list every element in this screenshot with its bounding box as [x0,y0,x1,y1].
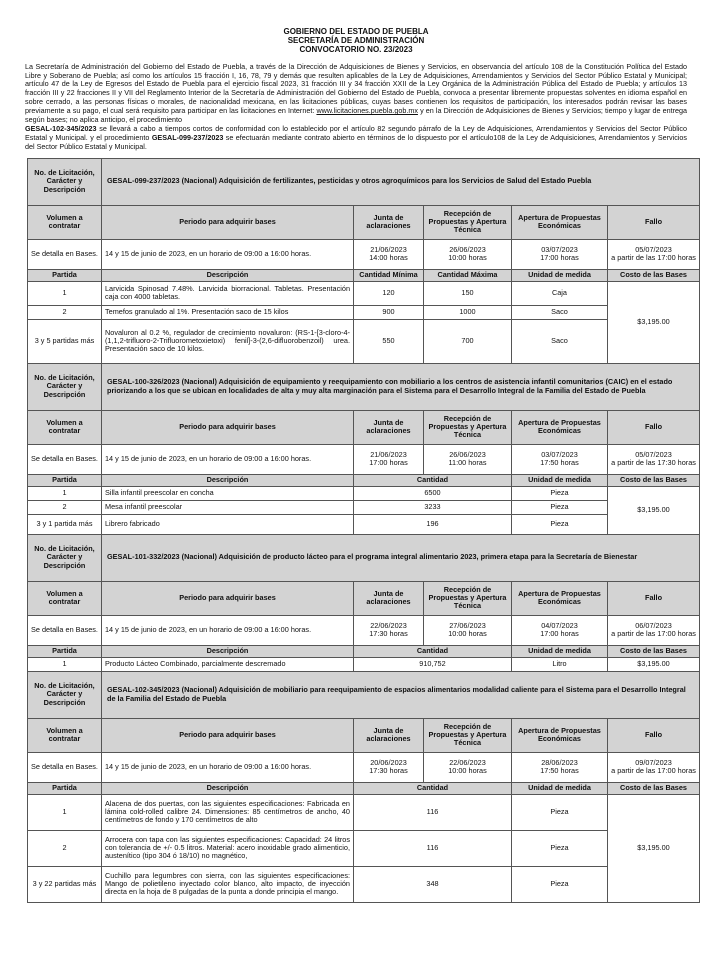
lic4-volumen: Se detalla en Bases. [28,752,102,782]
item-descripcion: Librero fabricado [102,514,354,534]
item-partida: 2 [28,305,102,319]
lic1-items-header [28,269,700,281]
lic4-header-row [28,718,700,752]
item-cantidad: 196 [354,514,512,534]
heading-government: GOBIERNO DEL ESTADO DE PUEBLA [283,27,429,36]
lic2-fallo-label: Fallo [608,410,700,444]
lic3-volumen: Se detalla en Bases. [28,615,102,645]
lic2-periodo-label: Periodo para adquirir bases [102,410,354,444]
lic1-volumen: Se detalla en Bases. [28,239,102,269]
intro-text-2: y en la Dirección de Adquisiciones de Bienes y Servicios; tiempo y lugar de entrega según bases; no aplica anticipo, el procedimiento [25,106,688,125]
lic4-unidad-label: Unidad de medida [512,782,608,794]
table-row [28,486,700,500]
lic4-periodo-label: Periodo para adquirir bases [102,718,354,752]
intro-text-3: se llevará a cabo a tiempos cortos de conformidad con lo establecido por el artículo 82 segundo párrafo de la Ley de Adquisiciones, Arrendamientos y Servicios del Sector Público Estatal y Municipal. y el procedimiento [25,123,687,142]
lic4-periodo: 14 y 15 de junio de 2023, en un horario de 09:00 a 16:00 horas. [102,752,354,782]
table-row [28,866,700,902]
lic1-costo-label: Costo de las Bases [608,269,700,281]
item-cant-max: 700 [424,319,512,363]
procedure-ref-2: GESAL-099-237/2023 [151,132,224,142]
item-partida: 2 [28,500,102,514]
lic1-title: GESAL-099-237/2023 (Nacional) Adquisición de fertilizantes, pesticidas y otros agroquímicos para los Servicios de Salud del Estado Puebla [102,158,700,205]
table-row [28,514,700,534]
lic2-volumen-label: Volumen a contratar [28,410,102,444]
item-partida: 3 y 5 partidas más [28,319,102,363]
lic2-costo: $3,195.00 [608,486,700,534]
lic3-items-header [28,645,700,657]
table-row [28,500,700,514]
item-cant-min: 900 [354,305,424,319]
lic2-apertura: 03/07/2023 17:50 horas [512,444,608,474]
item-partida: 1 [28,281,102,305]
lic2-descripcion-label: Descripción [102,474,354,486]
lic4-no-lic-label: No. de Licitación, Carácter y Descripción [28,671,102,718]
lic2-header-row [28,410,700,444]
item-partida: 1 [28,794,102,830]
lic3-header-row [28,581,700,615]
item-descripcion: Temefos granulado al 1%. Presentación saco de 15 kilos [102,305,354,319]
lic3-volumen-label: Volumen a contratar [28,581,102,615]
lic3-fallo: 06/07/2023 a partir de las 17:00 horas [608,615,700,645]
lic3-recepcion-label: Recepción de Propuestas y Apertura Técnica [424,581,512,615]
item-cantidad: 910,752 [354,657,512,671]
item-cant-max: 150 [424,281,512,305]
lic1-junta-label: Junta de aclaraciones [354,205,424,239]
lic1-descripcion-label: Descripción [102,269,354,281]
item-partida: 1 [28,486,102,500]
item-descripcion: Novaluron al 0.2 %, regulador de crecimiento novaluron: (RS-1-[3-cloro-4-(1,1,2-trifluoro-2-Trifluorometoxietoxi) fenil]-3-(2,6-difluorobenzoil) urea. Presentación saco de 10 kilos. [102,319,354,363]
lic2-partida-label: Partida [28,474,102,486]
lic2-fallo: 05/07/2023 a partir de las 17:30 horas [608,444,700,474]
lic1-apertura-label: Apertura de Propuestas Económicas [512,205,608,239]
lic3-no-lic-label: No. de Licitación, Carácter y Descripción [28,534,102,581]
item-partida: 3 y 22 partidas más [28,866,102,902]
lic3-costo: $3,195.00 [608,657,700,671]
lic4-fallo-label: Fallo [608,718,700,752]
lic2-values-row [28,444,700,474]
lic4-cantidad-label: Cantidad [354,782,512,794]
lic4-volumen-label: Volumen a contratar [28,718,102,752]
lic3-cantidad-label: Cantidad [354,645,512,657]
lic1-recepcion: 26/06/2023 10:00 horas [424,239,512,269]
lic3-partida-label: Partida [28,645,102,657]
lic2-title: GESAL-100-326/2023 (Nacional) Adquisición de equipamiento y reequipamiento con mobiliario a los centros de asistencia infantil comunitarios (CAIC) en el estado priorizando a los que se ubican en localidades de alta y muy alta marginación para el Sistema para el Desarrollo Integral de la Familia del Estado de Puebla [102,363,700,410]
item-cantidad: 116 [354,794,512,830]
licitaciones-table [27,158,700,903]
lic1-values-row [28,239,700,269]
table-row [28,305,700,319]
lic1-volumen-label: Volumen a contratar [28,205,102,239]
lic2-costo-label: Costo de las Bases [608,474,700,486]
item-partida: 3 y 1 partida más [28,514,102,534]
lic2-recepcion: 26/06/2023 11:00 horas [424,444,512,474]
lic1-no-lic-label: No. de Licitación, Carácter y Descripción [28,158,102,205]
lic2-junta-label: Junta de aclaraciones [354,410,424,444]
lic4-apertura-label: Apertura de Propuestas Económicas [512,718,608,752]
lic4-partida-label: Partida [28,782,102,794]
item-cantidad: 348 [354,866,512,902]
lic3-unidad-label: Unidad de medida [512,645,608,657]
lic3-apertura-label: Apertura de Propuestas Económicas [512,581,608,615]
lic2-junta: 21/06/2023 17:00 horas [354,444,424,474]
lic4-junta-label: Junta de aclaraciones [354,718,424,752]
heading-convocatoria: CONVOCATORIO NO. 23/2023 [299,45,413,55]
item-descripcion: Mesa infantil preescolar [102,500,354,514]
item-cant-min: 120 [354,281,424,305]
lic1-periodo: 14 y 15 de junio de 2023, en un horario de 09:00 a 16:00 horas. [102,239,354,269]
lic4-title-row [28,671,700,718]
lic1-fallo: 05/07/2023 a partir de las 17:00 horas [608,239,700,269]
lic3-fallo-label: Fallo [608,581,700,615]
lic3-recepcion: 27/06/2023 10:00 horas [424,615,512,645]
lic3-periodo: 14 y 15 de junio de 2023, en un horario de 09:00 a 16:00 horas. [102,615,354,645]
table-row [28,830,700,866]
item-cantidad: 116 [354,830,512,866]
item-descripcion: Producto Lácteo Combinado, parcialmente descremado [102,657,354,671]
lic3-junta: 22/06/2023 17:30 horas [354,615,424,645]
lic1-fallo-label: Fallo [608,205,700,239]
lic4-apertura: 28/06/2023 17:50 horas [512,752,608,782]
heading-secretariat: SECRETARÍA DE ADMINISTRACIÓN [287,36,425,46]
item-unidad: Litro [512,657,608,671]
procedure-ref-1: GESAL-102-345/2023 [25,123,97,133]
item-partida: 1 [28,657,102,671]
lic1-cant-max-label: Cantidad Máxima [424,269,512,281]
lic3-costo-label: Costo de las Bases [608,645,700,657]
item-descripcion: Arrocera con tapa con las siguientes especificaciones: Capacidad: 24 litros con tolerancia de +/- 0.5 litros. Material: acero inoxidable grado alimenticio, austenítico (tipo 304 ó 18/10) no magnético, [102,830,354,866]
lic3-title: GESAL-101-332/2023 (Nacional) Adquisición de producto lácteo para el programa integral alimentario 2023, primera etapa para la Secretaría de Bienestar [102,534,700,581]
table-row [28,281,700,305]
lic3-values-row [28,615,700,645]
item-unidad: Pieza [512,794,608,830]
lic2-apertura-label: Apertura de Propuestas Económicas [512,410,608,444]
lic4-descripcion-label: Descripción [102,782,354,794]
lic4-items-header [28,782,700,794]
item-unidad: Saco [512,319,608,363]
item-unidad: Pieza [512,486,608,500]
licitaciones-link[interactable]: www.licitaciones.puebla.gob.mx [316,106,418,116]
item-unidad: Pieza [512,866,608,902]
item-descripcion: Alacena de dos puertas, con las siguientes especificaciones: Fabricada en lámina cold-rolled calibre 24. Dimensiones: 85 centímetros de ancho, 40 centímetros de fondo y 170 centímetros de alto [102,794,354,830]
lic2-title-row [28,363,700,410]
intro-paragraph [25,63,687,152]
lic3-periodo-label: Periodo para adquirir bases [102,581,354,615]
lic2-periodo: 14 y 15 de junio de 2023, en un horario de 09:00 a 16:00 horas. [102,444,354,474]
item-descripcion: Larvicida Spinosad 7.48%. Larvicida biorracional. Tabletas. Presentación caja con 4000 tabletas. [102,281,354,305]
lic4-costo-label: Costo de las Bases [608,782,700,794]
item-unidad: Pieza [512,830,608,866]
lic2-recepcion-label: Recepción de Propuestas y Apertura Técnica [424,410,512,444]
lic2-cantidad-label: Cantidad [354,474,512,486]
lic4-title: GESAL-102-345/2023 (Nacional) Adquisición de mobiliario para reequipamiento de espacios alimentarios modalidad caliente para el Sistema para el Desarrollo Integral de la Familia del Estado de Puebla [102,671,700,718]
lic1-recepcion-label: Recepción de Propuestas y Apertura Técnica [424,205,512,239]
lic4-values-row [28,752,700,782]
item-descripcion: Cuchillo para legumbres con sierra, con las siguientes especificaciones: Mango de polietileno inyectado color blanco, alto impacto, de inyección directa en la hoja de 8 pulgadas de la punta a donde principia el mango. [102,866,354,902]
item-cantidad: 6500 [354,486,512,500]
table-row [28,794,700,830]
lic1-unidad-label: Unidad de medida [512,269,608,281]
lic4-recepcion-label: Recepción de Propuestas y Apertura Técnica [424,718,512,752]
lic1-title-row [28,158,700,205]
item-cantidad: 3233 [354,500,512,514]
item-unidad: Saco [512,305,608,319]
intro-text-4: se efectuarán mediante contrato abierto en términos de lo dispuesto por el artículo108 de la Ley de Adquisiciones, Arrendamientos y Servicios del Sector Público Estatal y Municipal. [25,132,688,151]
lic4-junta: 20/06/2023 17:30 horas [354,752,424,782]
lic2-unidad-label: Unidad de medida [512,474,608,486]
lic1-apertura: 03/07/2023 17:00 horas [512,239,608,269]
lic3-junta-label: Junta de aclaraciones [354,581,424,615]
lic2-items-header [28,474,700,486]
lic2-volumen: Se detalla en Bases. [28,444,102,474]
item-partida: 2 [28,830,102,866]
table-row [28,319,700,363]
lic2-no-lic-label: No. de Licitación, Carácter y Descripción [28,363,102,410]
item-cant-max: 1000 [424,305,512,319]
lic1-header-row [28,205,700,239]
item-unidad: Caja [512,281,608,305]
lic1-partida-label: Partida [28,269,102,281]
item-cant-min: 550 [354,319,424,363]
lic3-descripcion-label: Descripción [102,645,354,657]
lic4-recepcion: 22/06/2023 10:00 horas [424,752,512,782]
lic1-periodo-label: Periodo para adquirir bases [102,205,354,239]
lic4-fallo: 09/07/2023 a partir de las 17:00 horas [608,752,700,782]
lic3-title-row [28,534,700,581]
document-heading [25,27,687,55]
table-row [28,657,700,671]
lic1-cant-min-label: Cantidad Mínima [354,269,424,281]
item-descripcion: Silla infantil preescolar en concha [102,486,354,500]
intro-text-1: La Secretaría de Administración del Gobierno del Estado de Puebla, a través de la Dirección de Adquisiciones de Bienes y Servicios, en observancia del artículo 108 de la Constitución Política del Estado Libre y Soberano de Puebla; así como los artículos 15 fracción I, 16, 78, 79 y demás que resulten aplicables de la Ley de Adquisiciones, Arrendamientos y Servicios del Sector Público Estatal y Municipal; artículo 47 de la Ley de Egresos del Estado de Puebla para el ejercicio fiscal 2023, 31 fracción III y 34 fracción XXII de la Ley Orgánica de la Administración Pública del Estado de Puebla; y artículos 13 fracción III y 22 fracciones II y VII del Reglamento Interior de la Secretaría de Administración del Gobierno del Estado de Puebla, convoca a presentar libremente propuestas solventes en idioma español en sobre cerrado, a las personas físicas o morales, de nacionalidad mexicana, en las licitaciones públicas, cuyas bases contienen los requisitos de participación, los interesados podrán revisar las bases previamente a su pago, el cual será requisito para participar en las licitaciones en Internet: [25,61,687,116]
item-unidad: Pieza [512,514,608,534]
lic1-costo: $3,195.00 [608,281,700,363]
item-unidad: Pieza [512,500,608,514]
lic3-apertura: 04/07/2023 17:00 horas [512,615,608,645]
lic1-junta: 21/06/2023 14:00 horas [354,239,424,269]
lic4-costo: $3,195.00 [608,794,700,902]
